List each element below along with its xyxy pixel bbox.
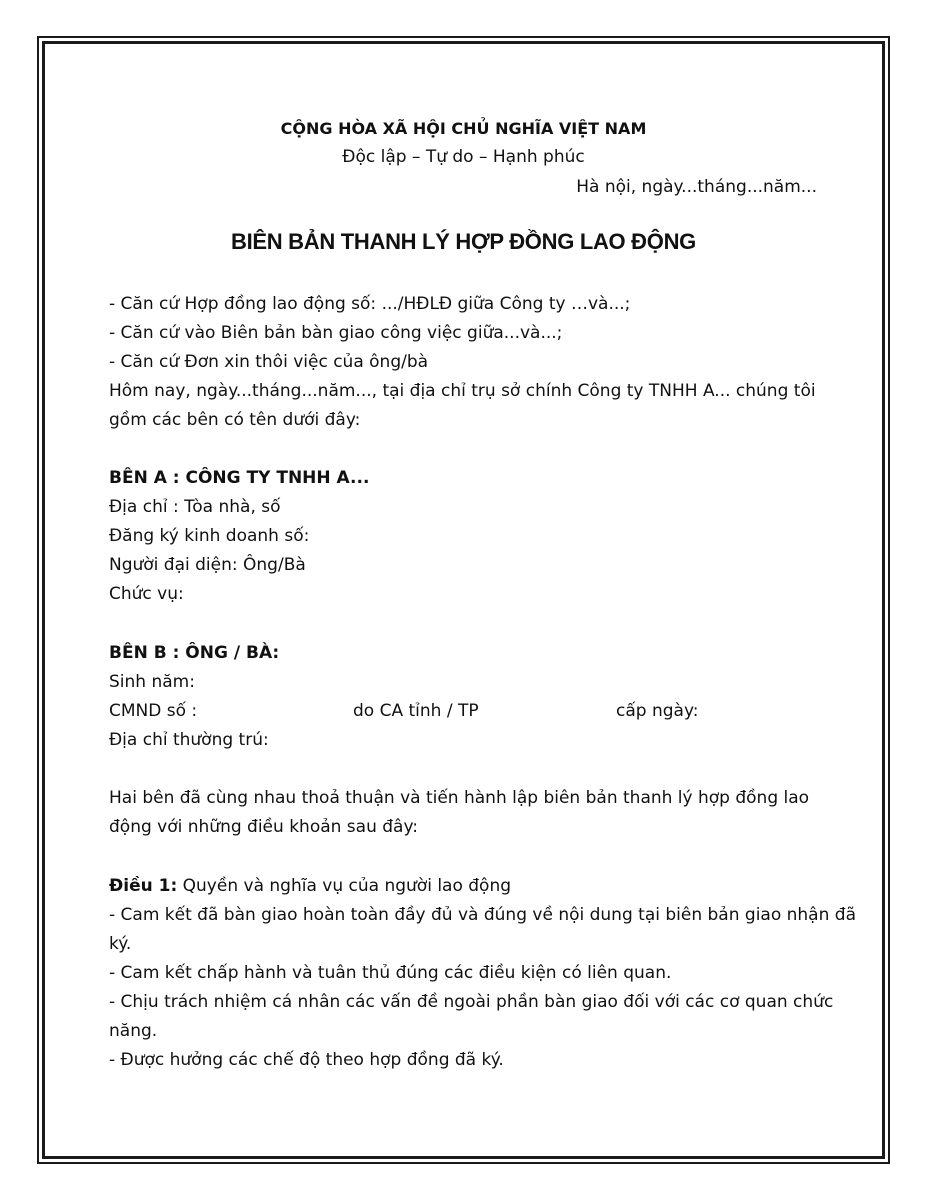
basis-line: - Căn cứ Hợp đồng lao động số: .../HĐLĐ giữa Công ty …và...;	[109, 294, 631, 314]
intro-line: gồm các bên có tên dưới đây:	[109, 410, 361, 430]
party-a-address: Địa chỉ : Tòa nhà, số	[109, 497, 281, 517]
article-1-line: - Cam kết đã bàn giao hoàn toàn đầy đủ và đúng về nội dung tại biên bản giao nhận đã	[109, 905, 856, 925]
article-1-line: ký.	[109, 934, 132, 954]
place-date: Hà nội, ngày...tháng...năm...	[576, 177, 817, 197]
party-a-heading: BÊN A : CÔNG TY TNHH A...	[109, 468, 370, 488]
national-motto: Độc lập – Tự do – Hạnh phúc	[342, 147, 585, 167]
intro-line: Hôm nay, ngày...tháng...năm..., tại địa chỉ trụ sở chính Công ty TNHH A... chúng tôi	[109, 381, 816, 401]
article-1-heading	[109, 875, 511, 897]
party-b-id-number: CMND số :	[109, 701, 198, 721]
article-1-line: - Được hưởng các chế độ theo hợp đồng đã ký.	[109, 1050, 504, 1070]
article-1-line: - Cam kết chấp hành và tuân thủ đúng các điều kiện có liên quan.	[109, 963, 672, 983]
agreement-line: Hai bên đã cùng nhau thoả thuận và tiến hành lập biên bản thanh lý hợp đồng lao	[109, 788, 810, 808]
agreement-line: động với những điều khoản sau đây:	[109, 817, 419, 837]
article-1-line: năng.	[109, 1021, 158, 1041]
article-1-label: Điều 1:	[109, 876, 178, 896]
national-title: CỘNG HÒA XÃ HỘI CHỦ NGHĨA VIỆT NAM	[280, 119, 647, 138]
party-b-birth-year: Sinh năm:	[109, 672, 195, 692]
basis-line: - Căn cứ Đơn xin thôi việc của ông/bà	[109, 352, 429, 372]
party-a-business-reg: Đăng ký kinh doanh số:	[109, 526, 310, 546]
party-b-issued-date: cấp ngày:	[616, 701, 699, 721]
article-1-line: - Chịu trách nhiệm cá nhân các vấn đề ngoài phần bàn giao đối với các cơ quan chức	[109, 992, 834, 1012]
article-1-title: Quyền và nghĩa vụ của người lao động	[177, 876, 512, 896]
party-a-position: Chức vụ:	[109, 584, 184, 604]
document-title: BIÊN BẢN THANH LÝ HỢP ĐỒNG LAO ĐỘNG	[231, 229, 696, 254]
basis-line: - Căn cứ vào Biên bản bàn giao công việc giữa...và...;	[109, 323, 563, 343]
party-b-heading: BÊN B : ÔNG / BÀ:	[109, 643, 280, 663]
party-b-issued-by: do CA tỉnh / TP	[353, 701, 479, 721]
party-a-representative: Người đại diện: Ông/Bà	[109, 555, 306, 575]
party-b-permanent-address: Địa chỉ thường trú:	[109, 730, 269, 750]
